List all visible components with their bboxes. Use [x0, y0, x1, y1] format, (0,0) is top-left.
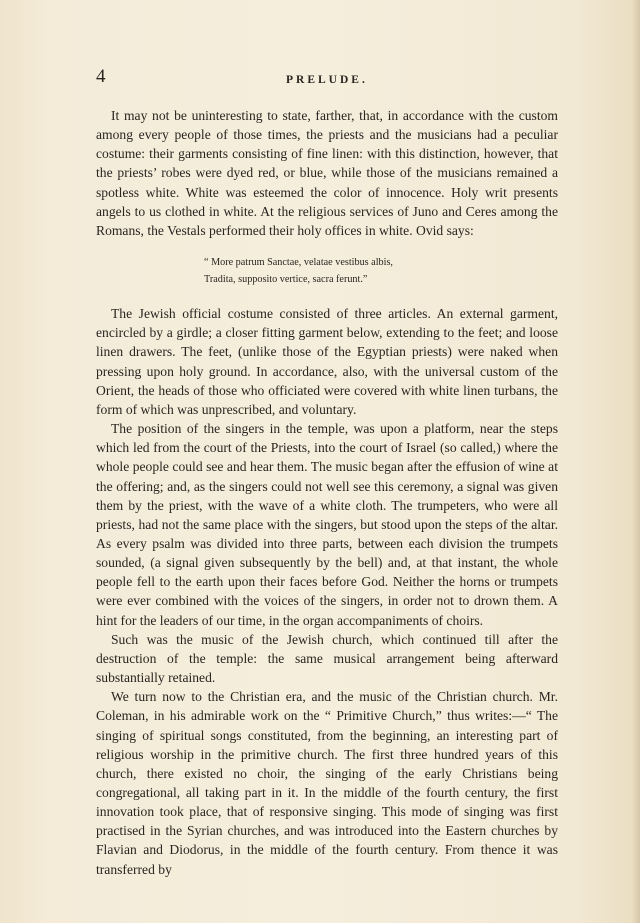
paragraph-jewish-costume: The Jewish official costume consisted of three articles. An external garment, encircled by a girdle; a closer fitting garment below, extending to the feet; and loose linen drawers. The feet, (unlike those of the Egyptian priests) were naked when pressing upon holy ground. In accordance, also, with the universal custom of the Orient, the heads of those who officiated were covered with white linen turbans, the form of which was unprescribed, and voluntary. — [96, 306, 558, 417]
paragraph-singers-position: The position of the singers in the temple, was upon a platform, near the steps which led from the court of the Priests, into the court of Israel (so called,) where the whole people could see and hear them. The music began after the effusion of wine at the offering; and, as the singers could not well see this ceremony, a signal was given them by the priest, with the wave of a white cloth. The trumpeters, who were all priests, had not the same place with the singers, but stood upon the steps of the altar. As every psalm was divided into three parts, between each division the trumpets sounded, (a signal given subsequently by the bell) and, at that instant, the whole people fell to the earth upon their faces before God. Neither the horns or trumpets were ever combined with the voices of the singers, in order not to drown them. A hint for the leaders of our time, in the organ accompaniments of choirs. — [96, 421, 558, 628]
paragraph-jewish-church-music: Such was the music of the Jewish church, which continued till after the destruction of the temple: the same musical arrangement being afterward substantially retained. — [96, 631, 558, 686]
quote-line-1: “ More patrum Sanctae, velatae vestibus albis, — [204, 257, 393, 269]
page-edge-shadow — [632, 0, 640, 923]
page-number: 4 — [96, 66, 106, 87]
body-text — [96, 106, 558, 879]
running-head: PRELUDE. — [286, 74, 368, 86]
page-header — [96, 66, 536, 90]
latin-quotation — [96, 254, 558, 288]
paragraph-costume: It may not be uninteresting to state, farther, that, in accordance with the custom among every people of those times, the priests and the musicians had a peculiar costume: their garments consisting of fine linen: with this distinction, however, that the priests’ robes were dyed red, or blue, while those of the musicians remained a spotless white. White was esteemed the color of innocence. Holy writ presents angels to us clothed in white. At the religious services of Juno and Ceres among the Romans, the Vestals performed their holy offices in white. Ovid says: — [96, 108, 558, 238]
paragraph-christian-era: We turn now to the Christian era, and the music of the Christian church. Mr. Coleman, in his admirable work on the “ Primitive Church,” thus writes:—“ The singing of spiritual songs constituted, from the beginning, an interesting part of religious worship in the primitive church. The first three hundred years of this church, there existed no choir, the singing of the early Christians being congregational, all taking part in it. In the middle of the fourth century, the first innovation took place, that of responsive singing. This mode of singing was first practised in the Syrian churches, and was introduced into the Eastern churches by Flavian and Diodorus, in the middle of the fourth century. From thence it was transferred by — [96, 689, 558, 877]
quote-line-2: Tradita, supposito vertice, sacra ferunt.” — [204, 274, 368, 286]
